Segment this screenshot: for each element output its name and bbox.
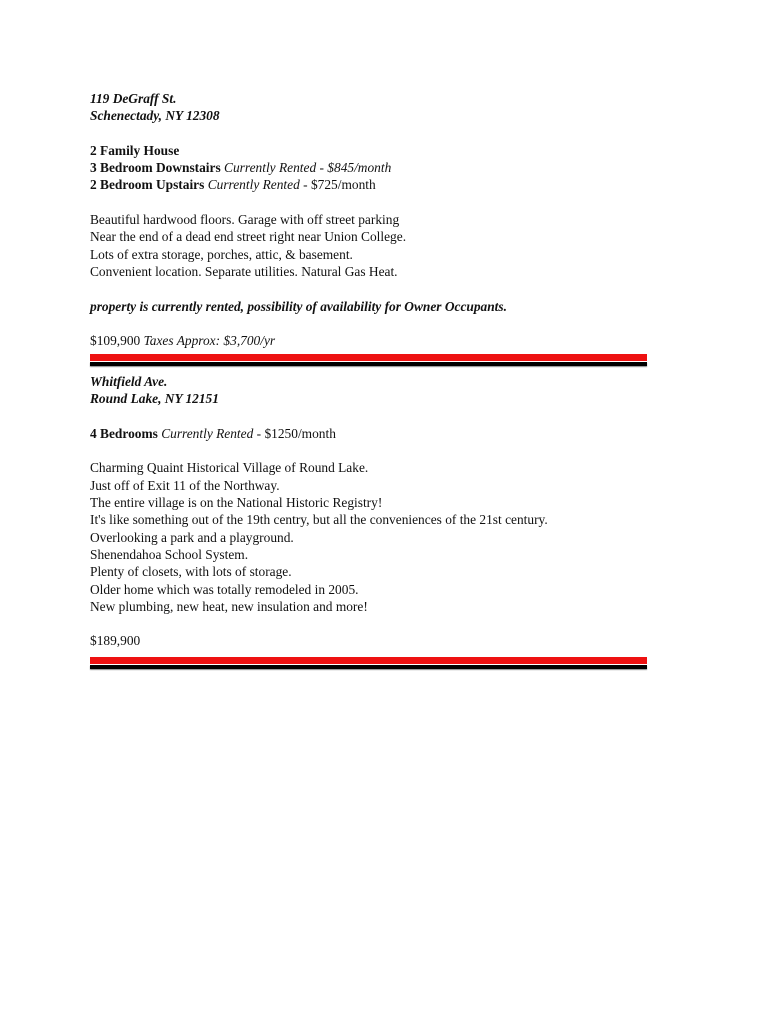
description-line: Charming Quaint Historical Village of Round Lake.	[90, 460, 369, 476]
description-line: Beautiful hardwood floors. Garage with off street parking	[90, 212, 400, 228]
description-line: New plumbing, new heat, new insulation and more!	[90, 598, 368, 614]
price: $109,900	[90, 333, 141, 349]
description-line: Lots of extra storage, porches, attic, & basement.	[90, 246, 353, 262]
address-line-2: Round Lake, NY 12151	[90, 391, 219, 407]
description-line: Near the end of a dead end street right near Union College.	[90, 229, 407, 245]
unit-label: 3 Bedroom Downstairs	[90, 160, 221, 176]
description-line: It's like something out of the 19th centry, but all the conveniences of the 21st century.	[90, 512, 548, 528]
price: $189,900	[90, 633, 141, 649]
unit-status: Currently Rented - $845/month	[224, 160, 392, 176]
unit-whole-house	[90, 425, 650, 442]
address-line-1: Whitfield Ave.	[90, 374, 168, 389]
unit-downstairs	[90, 159, 650, 176]
unit-status: Currently Rented -	[161, 425, 262, 441]
availability-note: property is currently rented, possibility of availability for Owner Occupants.	[90, 298, 507, 314]
divider-rule	[90, 657, 647, 669]
unit-price: $1250/month	[264, 425, 336, 441]
description-line: Overlooking a park and a playground.	[90, 529, 294, 545]
description-line: Plenty of closets, with lots of storage.	[90, 564, 292, 580]
unit-label: 2 Bedroom Upstairs	[90, 177, 205, 193]
listing-whitfield	[90, 373, 650, 650]
listing-degraff	[90, 90, 650, 349]
property-type: 2 Family House	[90, 142, 180, 158]
description-line: Just off of Exit 11 of the Northway.	[90, 477, 280, 493]
unit-upstairs	[90, 176, 650, 193]
description-line: Shenendahoa School System.	[90, 546, 249, 562]
address-line-2: Schenectady, NY 12308	[90, 108, 220, 124]
divider-rule	[90, 354, 647, 366]
price-line	[90, 332, 650, 349]
description-line: Convenient location. Separate utilities. Natural Gas Heat.	[90, 263, 398, 279]
address-line-1: 119 DeGraff St.	[90, 91, 177, 106]
unit-status: Currently Rented -	[207, 177, 308, 193]
taxes: Taxes Approx: $3,700/yr	[143, 333, 276, 349]
description-line: Older home which was totally remodeled in 2005.	[90, 581, 359, 597]
unit-price: $725/month	[310, 177, 376, 193]
unit-label: 4 Bedrooms	[90, 425, 158, 441]
description-line: The entire village is on the National Historic Registry!	[90, 495, 383, 511]
